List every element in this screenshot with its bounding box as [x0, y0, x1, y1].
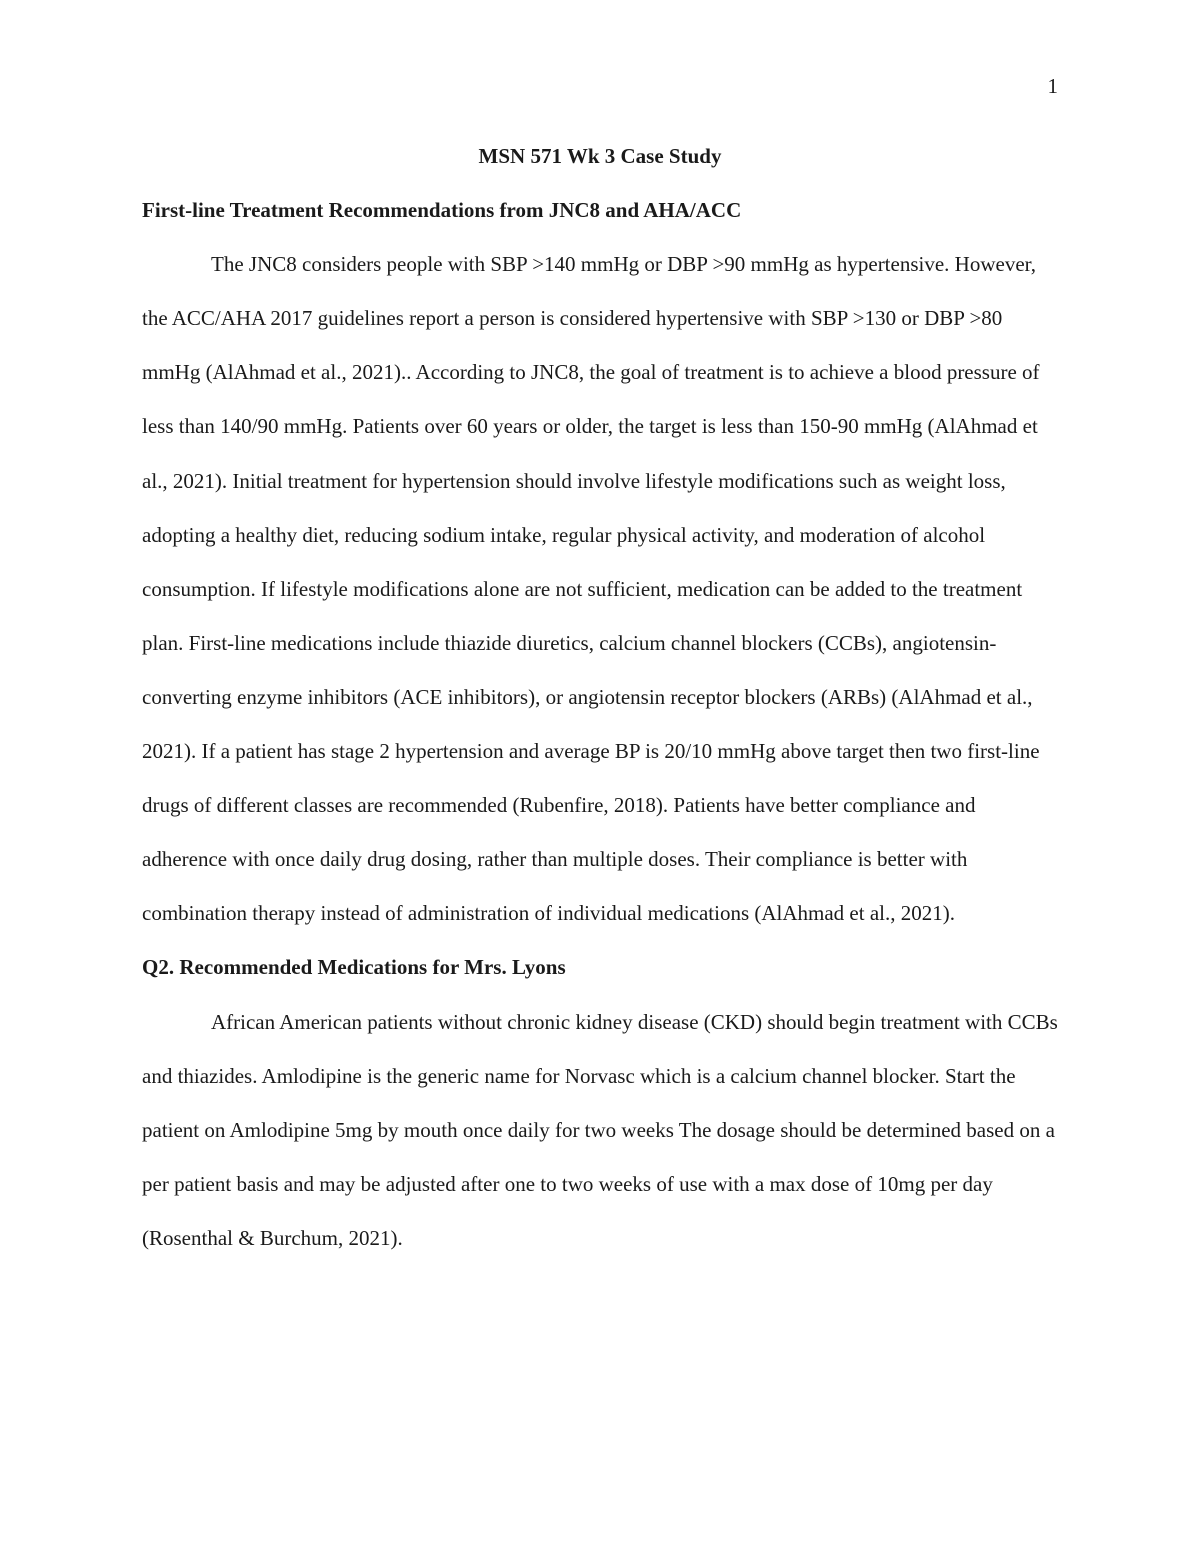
- section-first-line-treatment: [142, 183, 1058, 940]
- section-heading: First-line Treatment Recommendations from JNC8 and AHA/ACC: [142, 198, 742, 223]
- section-recommended-medications: [142, 940, 1058, 1265]
- section-heading: Q2. Recommended Medications for Mrs. Lyons: [142, 955, 566, 980]
- section-paragraph: The JNC8 considers people with SBP >140 mmHg or DBP >90 mmHg as hypertensive. However, the ACC/AHA 2017 guidelines report a person is considered hypertensive with SBP >130 or DBP >80 mmHg (AlAhmad et al., 2021).. According to JNC8, the goal of treatment is to achieve a blood pressure of less than 140/90 mmHg. Patients over 60 years or older, the target is less than 150-90 mmHg (AlAhmad et al., 2021). Initial treatment for hypertension should involve lifestyle modifications such as weight loss, adopting a healthy diet, reducing sodium intake, regular physical activity, and moderation of alcohol consumption. If lifestyle modifications alone are not sufficient, medication can be added to the treatment plan. First-line medications include thiazide diuretics, calcium channel blockers (CCBs), angiotensin-converting enzyme inhibitors (ACE inhibitors), or angiotensin receptor blockers (ARBs) (AlAhmad et al., 2021). If a patient has stage 2 hypertension and average BP is 20/10 mmHg above target then two first-line drugs of different classes are recommended (Rubenfire, 2018). Patients have better compliance and adherence with once daily drug dosing, rather than multiple doses. Their compliance is better with combination therapy instead of administration of individual medications (AlAhmad et al., 2021).: [142, 252, 1040, 926]
- section-paragraph: African American patients without chronic kidney disease (CKD) should begin treatment with CCBs and thiazides. Amlodipine is the generic name for Norvasc which is a calcium channel blocker. Start the patient on Amlodipine 5mg by mouth once daily for two weeks The dosage should be determined based on a per patient basis and may be adjusted after one to two weeks of use with a max dose of 10mg per day (Rosenthal & Burchum, 2021).: [142, 1009, 1058, 1250]
- page-number: 1: [1047, 74, 1058, 98]
- document-body: [142, 129, 1058, 1265]
- document-title: MSN 571 Wk 3 Case Study: [478, 144, 722, 168]
